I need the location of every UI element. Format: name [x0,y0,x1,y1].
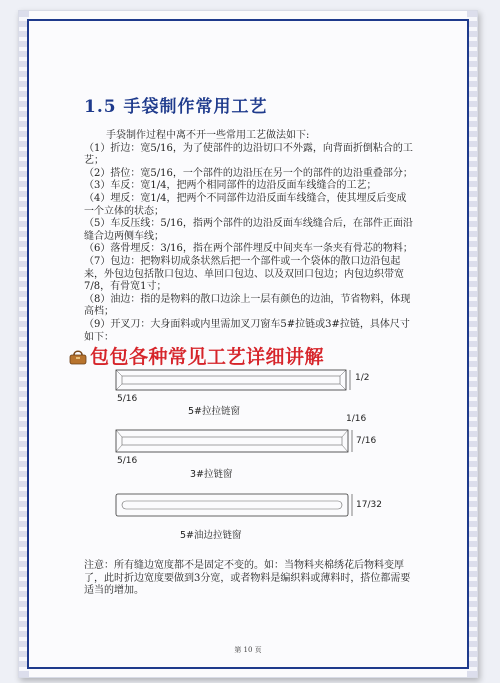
list-item: （1）折边：宽5/16，为了使部件的边沿切口不外露，向背面折倒粘合的工艺； [84,142,413,167]
promo-banner [68,342,324,369]
list-item: （9）开叉刀：大身面料或内里需加叉刀窗车5#拉链或3#拉链，具体尺寸如下： [84,318,410,343]
body-text [84,130,414,344]
list-item: （8）油边：指的是物料的散口边涂上一层有颜色的边油，节省物料，体现高档； [84,293,411,318]
diagram-caption: 5#油边拉链窗 [180,530,242,541]
diagram-caption: 3#拉链窗 [190,469,233,480]
note-paragraph: 注意：所有缝边宽度都不是固定不变的。如：当物料夹棉绣花后物料变厚了，此时折边宽度要做到3分宽，或者物料是编织料或薄料时，搭位都需要适当的增加。 [84,560,411,597]
page-number: 第 10 页 [234,646,262,654]
zipper-window-diagram-1 [110,368,370,398]
zipper-window-outline [116,430,348,452]
zipper-window-diagram-2 [110,428,370,458]
banner-text: 包包各种常见工艺详细讲解 [90,346,325,368]
section-title: 手袋制作常用工艺 [123,97,268,117]
list-item: （4）埋反：宽1/4，把两个不同部件边沿反面车线缝合，使其埋反后变成一个立体的状态； [84,192,407,217]
dimension-label: 5/16 [117,456,138,466]
dimension-label: 1/2 [355,373,370,383]
list-item: （7）包边：把物料切成条状然后把一个部件或一个袋体的散口边沿包起来，外包边包括散口包边、单回口包边、以及双回口包边；内包边织带宽7/8，有骨宽1寸； [84,255,404,293]
list-item: （6）落骨埋反：3/16，指在两个部件埋反中间夹车一条夹有骨芯的物料； [84,243,413,255]
dimension-label: 5/16 [117,394,138,404]
zipper-slot [122,437,342,445]
list-item: （2）搭位：宽5/16，一个部件的边沿压在另一个的部件的边沿重叠部分； [84,167,413,179]
zipper-slot [122,501,342,509]
dimension-label: 17/32 [356,500,382,510]
zipper-window-outline [116,494,348,516]
section-heading [84,92,268,117]
list-item: （5）车反压线：5/16，指两个部件的边沿反面车线缝合后，在部件正面沿缝合边两侧车线； [84,218,413,242]
intro-paragraph: 手袋制作过程中离不开一些常用工艺做法如下: [106,130,310,141]
dimension-label: 1/16 [346,414,367,424]
zipper-slot [122,376,340,384]
diagram-caption: 5#拉拉链窗 [188,406,241,417]
section-number: 1.5 [84,97,117,117]
list-item: （3）车反：宽1/4，把两个相同部件的边沿反面车线缝合的工艺； [84,180,377,192]
zipper-window-outline [116,370,346,390]
zipper-window-diagram-3 [110,492,370,522]
handbag-icon [68,349,88,365]
dimension-label: 7/16 [356,436,377,446]
